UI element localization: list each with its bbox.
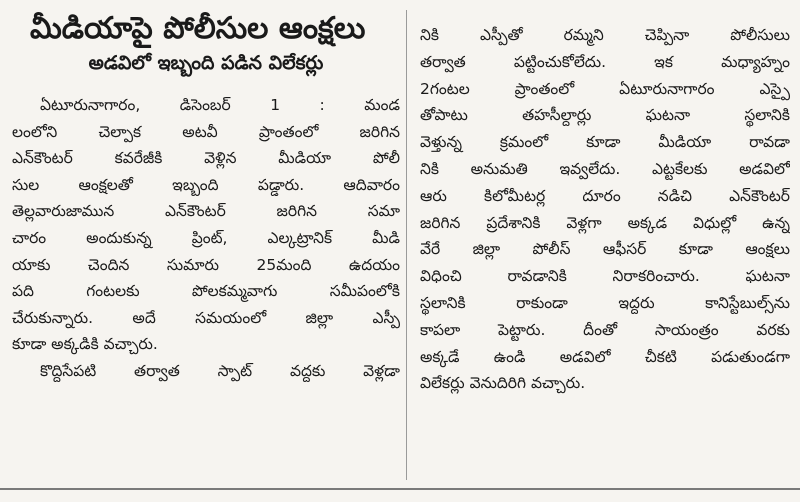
- body-line: ఏటూరునాగారం, డిసెంబర్ 1 : మండ: [40, 96, 400, 114]
- body-line: వెళ్తున్న క్రమంలో కూడా మీడియా రావడా: [420, 133, 790, 152]
- headline: మీడియాపై పోలీసుల ఆంక్షలు: [30, 11, 366, 46]
- body-line: విలేకర్లు వెనుదిరిగి వచ్చారు.: [420, 374, 586, 393]
- body-line: కొద్దిసేపటి తర్వాత స్పాట్ వద్దకు వెళ్లడా: [40, 361, 400, 380]
- body-line: కూడా అక్కడికి వచ్చారు.: [12, 335, 158, 354]
- body-line: లంలోని చెల్పాక అటవీ ప్రాంతంలో జరిగిన: [12, 122, 400, 141]
- body-line: పది గంటలకు పోలకమ్మవాగు సమీపంలోకి: [12, 282, 400, 301]
- body-line: కాపలా పెట్టారు. దీంతో సాయంత్రం వరకు: [420, 320, 790, 339]
- body-line: యాకు చెందిన సుమారు 25మంది ఉదయం: [12, 255, 400, 274]
- body-line: ఎన్‌కౌంటర్ కవరేజీకి వెళ్లిన మీడియా పోలీ: [12, 149, 400, 168]
- body-line: అక్కడే ఉండి అడవిలో చీకటి పడుతుండగా: [420, 347, 790, 366]
- body-line: 2గంటల ప్రాంతంలో ఏటూరునాగారం ఎస్పై: [420, 79, 790, 98]
- body-line: వేరే జిల్లా పోలీస్ ఆఫీసర్ కూడా ఆంక్షలు: [420, 240, 790, 259]
- body-line: నికి ఎస్పీతో రమ్మని చెప్పినా పోలీసులు: [420, 26, 790, 44]
- subheadline: అడవిలో ఇబ్బంది పడిన విలేకర్లు: [88, 52, 324, 74]
- body-line: జరిగిన ప్రదేశానికి వెళ్లగా అక్కడ విధుల్లో ఉన్న: [420, 213, 790, 232]
- body-line: తెల్లవారుజామున ఎన్‌కౌంటర్ జరిగిన సమా: [12, 202, 400, 221]
- body-line: స్థలానికి రాకుండా ఇద్దరు కానిస్టేబుల్స్‌ను: [420, 293, 790, 312]
- body-line: చేరుకున్నారు. అదే సమయంలో జిల్లా ఎస్పీ: [12, 308, 400, 327]
- body-line: చారం అందుకున్న ప్రింట్, ఎల్కట్రానిక్ మీడి: [12, 228, 400, 247]
- body-line: తోపాటు తహసీల్దార్లు ఘటనా స్థలానికి: [420, 106, 790, 125]
- body-line: తర్వాత పట్టించుకోలేదు. ఇక మధ్యాహ్నం: [420, 52, 790, 71]
- body-line: నికి అనుమతి ఇవ్వలేదు. ఎట్టకేలకు అడవిలో: [420, 159, 790, 178]
- body-line: సుల ఆంక్షలతో ఇబ్బంది పడ్డారు. ఆదివారం: [12, 175, 400, 194]
- column-divider: [406, 10, 407, 480]
- bottom-rule: [0, 488, 800, 490]
- right-column: [420, 22, 790, 397]
- body-line: ఆరు కిలోమీటర్ల దూరం నడిచి ఎన్‌కౌంటర్: [420, 186, 790, 205]
- body-line: విధించి రావడానికి నిరాకరించారు. ఘటనా: [420, 267, 790, 286]
- left-column: [12, 10, 400, 385]
